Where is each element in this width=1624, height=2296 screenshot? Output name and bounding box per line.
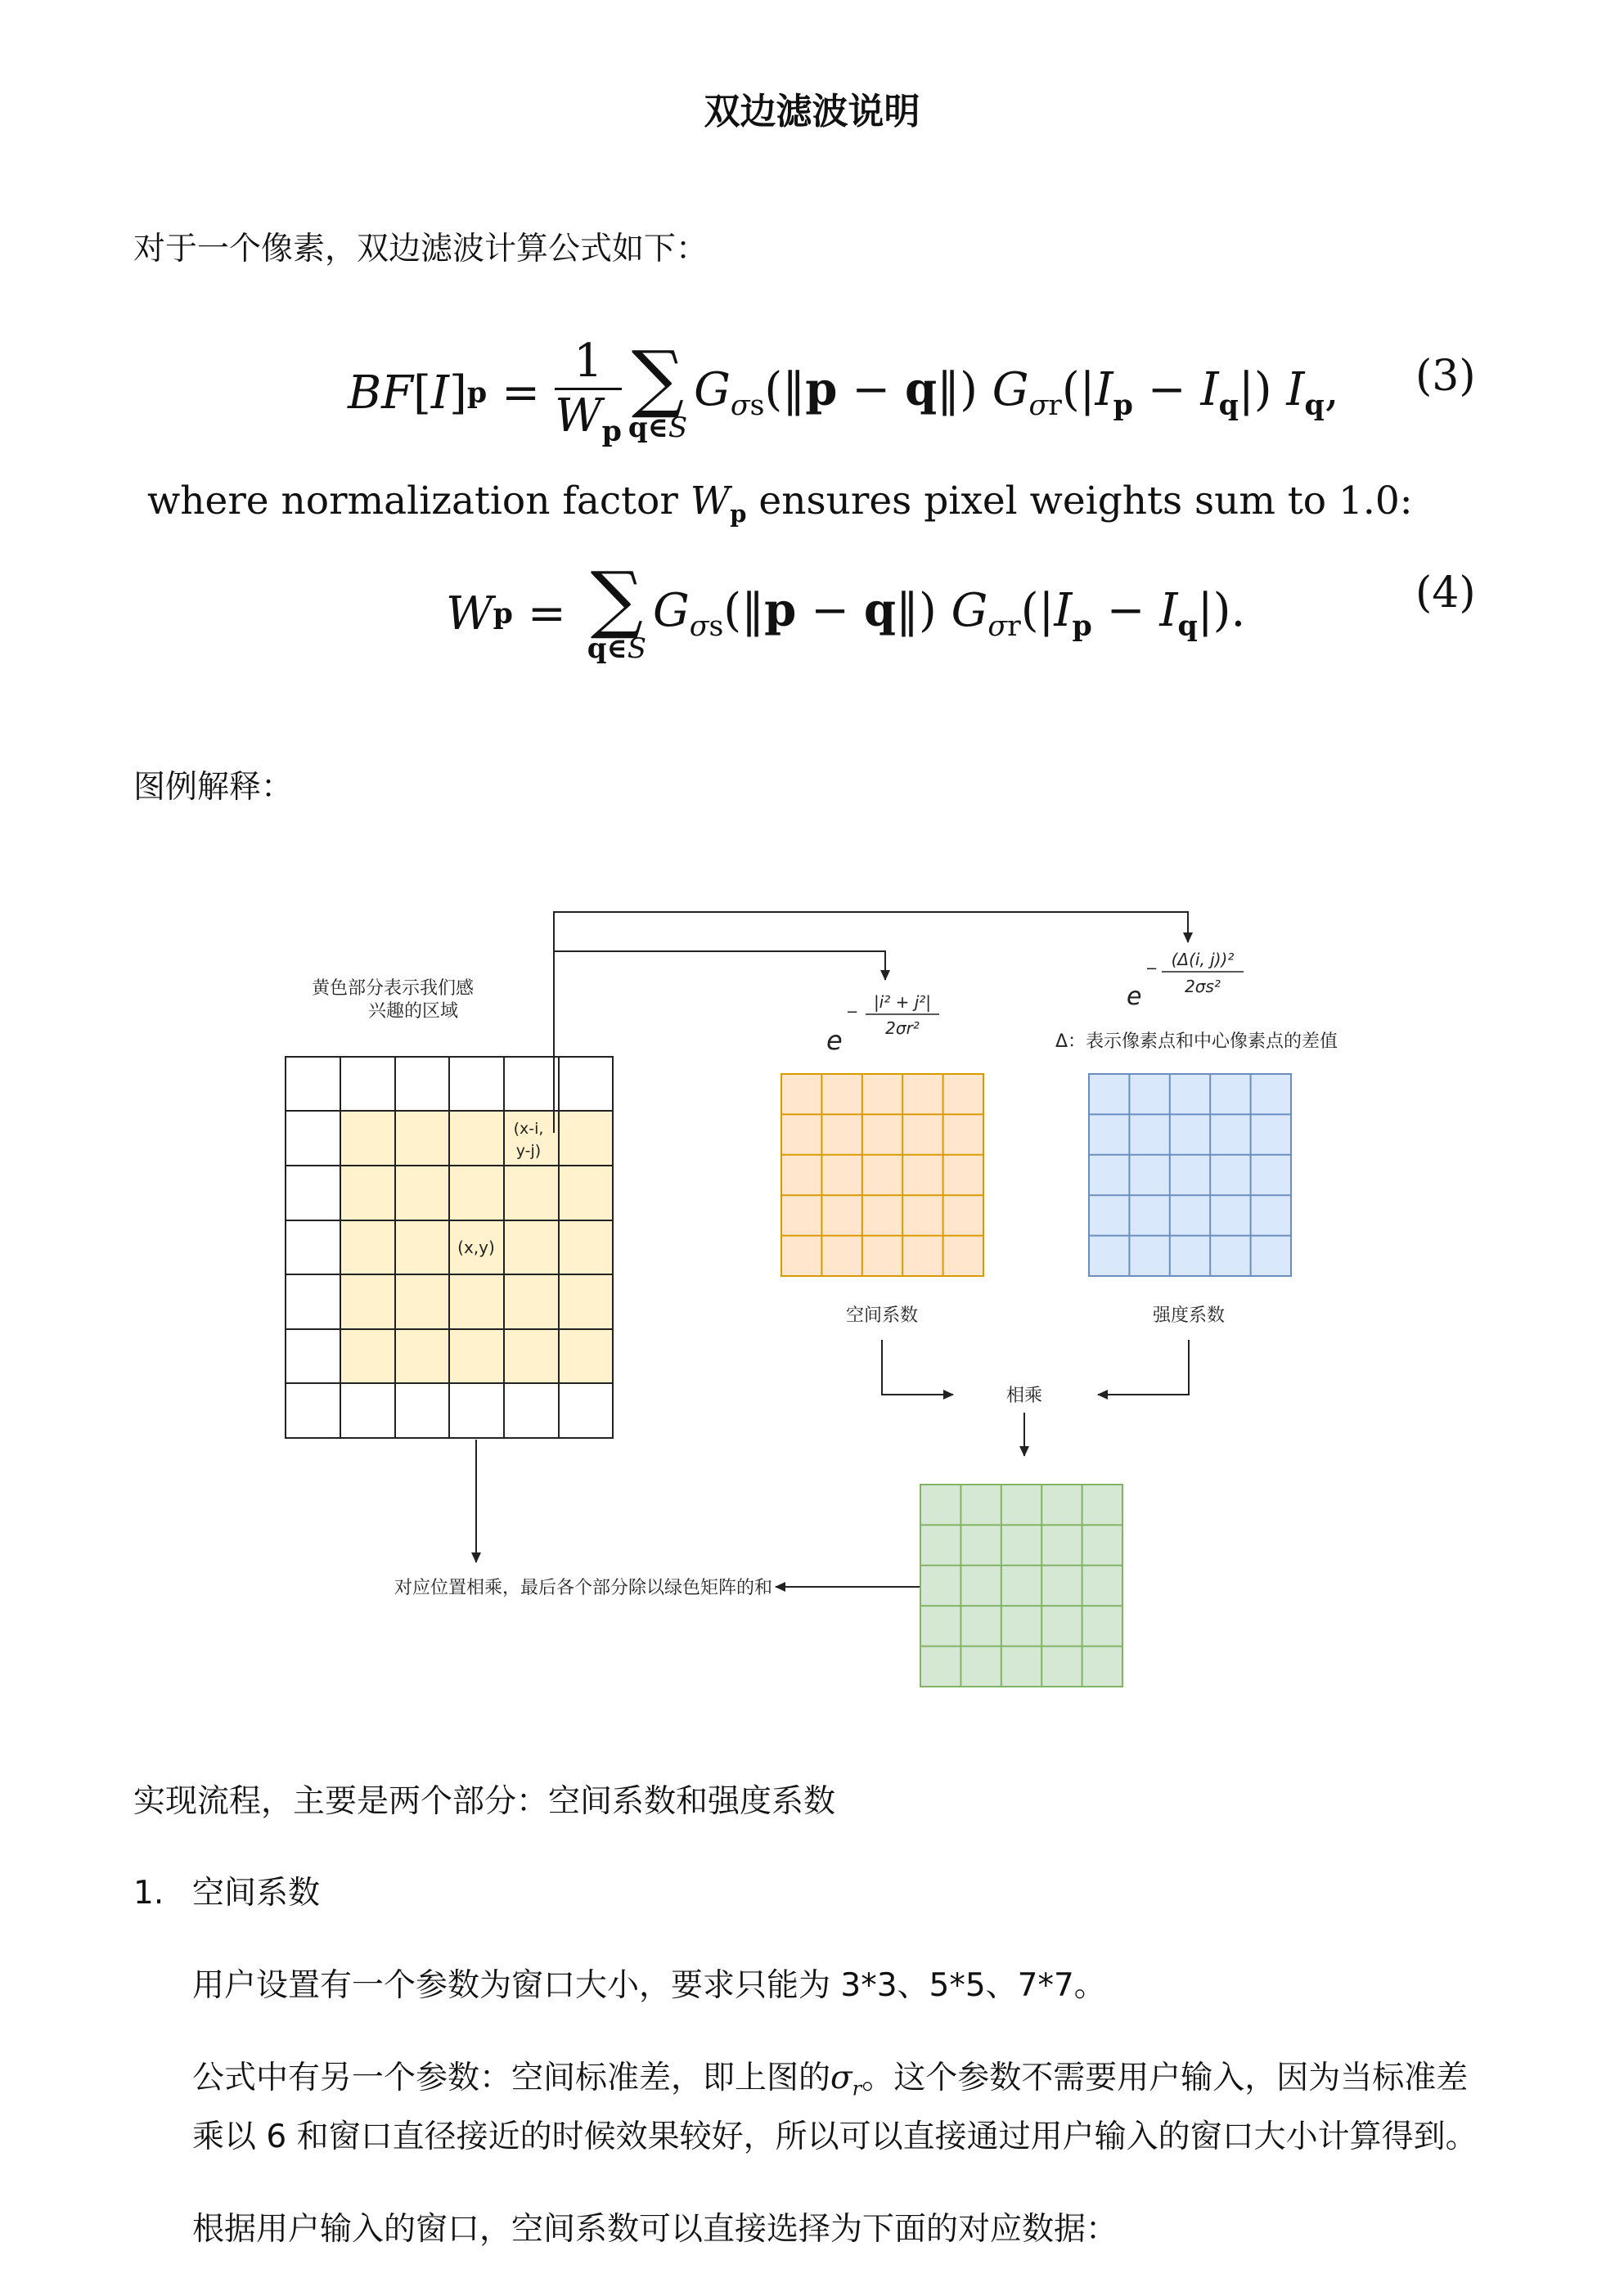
spatial-label: 空间系数 [845,1305,919,1326]
spatial-grid [781,1074,983,1276]
equation-3-number: (3) [1415,352,1476,401]
svg-text:2σs²: 2σs² [1185,977,1221,996]
flow-intro: 实现流程，主要是两个部分：空间系数和强度系数 [133,1783,836,1820]
arrow-intensity-to-multiply [1098,1340,1189,1395]
center-cell-label: (x,y) [457,1238,495,1257]
svg-text:|i² + j²|: |i² + j²| [873,992,932,1012]
paragraph-window-size: 用户设置有一个参数为窗口大小，要求只能为 3*3、5*5、7*7。 [192,1967,1106,2004]
legend-heading: 图例解释： [133,769,294,806]
arrow-spatial-to-multiply [882,1340,953,1395]
delta-note: Δ：表示像素点和中心像素点的差值 [1055,1031,1338,1052]
intensity-formula [1127,950,1244,1011]
intro-paragraph: 对于一个像素，双边滤波计算公式如下： [133,231,709,267]
svg-text:2σr²: 2σr² [885,1018,920,1038]
yellow-label-line1: 黄色部分表示我们感 [311,978,475,999]
result-grid [920,1485,1122,1687]
svg-text:e: e [826,1025,843,1056]
yellow-label-line2: 兴趣的区域 [367,1001,459,1022]
spatial-formula [826,992,939,1056]
bilateral-filter-diagram [0,875,1624,1710]
paragraph-sigma: 公式中有另一个参数：空间标准差，即上图的$\sigma_r$。这个参数不需要用户输入，因为当标准差 [192,2060,1469,2101]
cell-offset-line2: y-j) [515,1142,542,1160]
equation-3: BF [ I ] p = $\frac{1}{W_p}$ ∑ q∈S $G_{\sigma s}(‖p$ − q‖) $G_{\sigma r}(|I_p - I_q|)$ $I_q$, [348,335,1339,449]
svg-text:e: e [1127,982,1142,1011]
equation-4-number: (4) [1415,568,1476,618]
list-item-number: 1. [133,1875,164,1912]
svg-text:(Δ(i, j))²: (Δ(i, j))² [1171,950,1235,969]
paragraph-select-data: 根据用户输入的窗口，空间系数可以直接选择为下面的对应数据： [192,2211,1118,2248]
equation-4: W p = ∑ q∈S $G_{\sigma s}(‖p$ − q‖) $G_{\sigma r}(|I_p - I_q|)$. [446,556,1246,665]
list-item-title: 空间系数 [192,1875,321,1912]
cell-offset-line1: (x-i, [513,1120,544,1138]
connector-to-spatial [554,951,885,980]
intensity-label: 强度系数 [1152,1305,1226,1326]
bottom-note: 对应位置相乘，最后各个部分除以绿色矩阵的和 [394,1578,772,1598]
svg-text:−: − [1145,960,1158,977]
multiply-label: 相乘 [1005,1386,1043,1406]
page-title: 双边滤波说明 [704,91,920,133]
intensity-grid [1089,1074,1291,1276]
paragraph-sigma-continued: 乘以 6 和窗口直径接近的时候效果较好，所以可以直接通过用户输入的窗口大小计算得到。 [192,2119,1478,2155]
svg-text:−: − [846,1004,859,1021]
normalization-text: where normalization factor $W_p$ ensures pixel weights sum to 1.0: [147,479,1413,528]
